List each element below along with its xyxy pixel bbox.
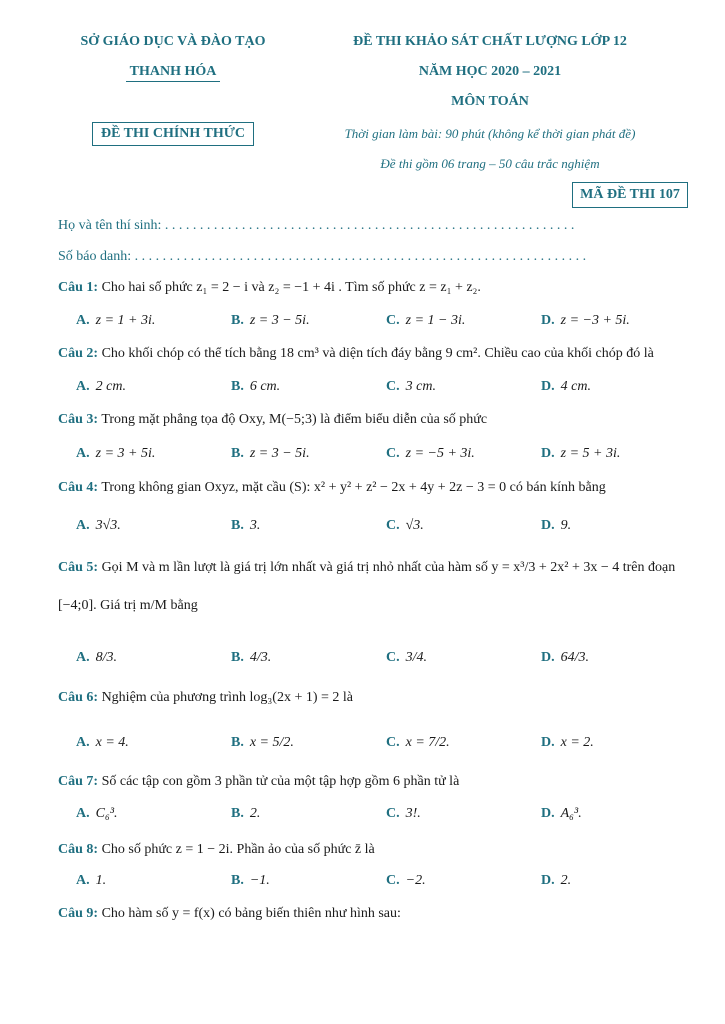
province-name <box>58 64 288 80</box>
question-label: Câu 5: <box>58 560 99 575</box>
option-b: B. 6 cm. <box>231 379 281 394</box>
question-text: Số các tập con gồm 3 phần tử của một tập hợp gồm 6 phần tử là <box>101 774 460 789</box>
question-text: Cho số phức z = 1 − 2i. Phần ảo của số phức z̄ là <box>101 842 375 857</box>
official-label <box>58 122 288 146</box>
question-text: Cho hai số phức z₁ = 2 − i và z₂ = −1 + 4i . Tìm số phức z = z₁ + z₂. <box>101 280 481 295</box>
option-b: B. z = 3 − 5i. <box>231 446 310 461</box>
option-c: C. z = −5 + 3i. <box>386 446 475 461</box>
option-d: D. 2. <box>541 873 572 888</box>
option-d: D. 9. <box>541 518 572 533</box>
question-label: Câu 7: <box>58 774 99 789</box>
option-d: D. 64/3. <box>541 650 590 665</box>
question-1 <box>58 280 481 296</box>
option-a: A. 1. <box>76 873 107 888</box>
question-5 <box>58 560 675 576</box>
school-year: NĂM HỌC 2020 – 2021 <box>418 64 562 79</box>
option-a: A. 2 cm. <box>76 379 126 394</box>
option-d: D. x = 2. <box>541 735 594 750</box>
question-8 <box>58 842 375 858</box>
option-a: A. z = 3 + 5i. <box>76 446 156 461</box>
question-label: Câu 6: <box>58 690 99 705</box>
option-c: C. 3!. <box>386 806 421 821</box>
option-c: C. 3/4. <box>386 650 428 665</box>
option-b: B. 2. <box>231 806 261 821</box>
question-text: Cho hàm số y = f(x) có bảng biến thiên như hình sau: <box>101 906 401 921</box>
option-c: C. √3. <box>386 518 424 533</box>
option-b: B. −1. <box>231 873 270 888</box>
department-name: SỞ GIÁO DỤC VÀ ĐÀO TẠO <box>80 34 266 49</box>
candidate-name-field: Họ và tên thí sinh: . . . . . . . . . . . . . . . . . . . . . . . . . . . . . . . . . . . . . . . . . . . . . . . . . . . . . . . . . . . <box>58 218 575 233</box>
pages-note: Đề thi gồm 06 trang – 50 câu trắc nghiệm <box>380 156 600 171</box>
option-a: A. C₆³. <box>76 806 118 821</box>
option-a: A. 3√3. <box>76 518 121 533</box>
option-c: C. x = 7/2. <box>386 735 450 750</box>
exam-title: ĐỀ THI KHẢO SÁT CHẤT LƯỢNG LỚP 12 <box>353 34 627 49</box>
subject-title: MÔN TOÁN <box>451 94 529 109</box>
question-label: Câu 8: <box>58 842 99 857</box>
question-text: Gọi M và m lần lượt là giá trị lớn nhất và giá trị nhỏ nhất của hàm số y = x³/3 + 2x² + 3x − 4 trên đoạn <box>101 560 676 575</box>
question-3 <box>58 412 487 428</box>
option-a: A. z = 1 + 3i. <box>76 313 156 328</box>
option-d: D. 4 cm. <box>541 379 591 394</box>
question-text: Trong mặt phẳng tọa độ Oxy, M(−5;3) là điểm biểu diễn của số phức <box>101 412 488 427</box>
question-5-cont <box>58 598 198 614</box>
option-c: C. z = 1 − 3i. <box>386 313 466 328</box>
time-note: Thời gian làm bài: 90 phút (không kể thời gian phát đề) <box>344 126 636 141</box>
option-d: D. A₆³. <box>541 806 582 821</box>
option-b: B. z = 3 − 5i. <box>231 313 310 328</box>
option-d: D. z = −3 + 5i. <box>541 313 630 328</box>
official-box: ĐỀ THI CHÍNH THỨC <box>92 122 254 146</box>
option-d: D. z = 5 + 3i. <box>541 446 621 461</box>
question-text: Trong không gian Oxyz, mặt cầu (S): x² + y² + z² − 2x + 4y + 2z − 3 = 0 có bán kính bằng <box>101 480 606 495</box>
question-2 <box>58 346 654 362</box>
question-label: Câu 4: <box>58 480 99 495</box>
question-label: Câu 3: <box>58 412 99 427</box>
question-4 <box>58 480 606 496</box>
question-label: Câu 2: <box>58 346 99 361</box>
question-label: Câu 1: <box>58 280 99 295</box>
candidate-id-field: Số báo danh: . . . . . . . . . . . . . . . . . . . . . . . . . . . . . . . . . . . . . . . . . . . . . . . . . . . . . . . . . . . . . . . . . <box>58 249 587 264</box>
option-c: C. 3 cm. <box>386 379 436 394</box>
question-text: Cho khối chóp có thể tích bằng 18 cm³ và diện tích đáy bằng 9 cm². Chiều cao của khối chóp đó là <box>101 346 654 361</box>
option-a: A. 8/3. <box>76 650 118 665</box>
question-6 <box>58 690 353 706</box>
option-b: B. 3. <box>231 518 261 533</box>
option-c: C. −2. <box>386 873 426 888</box>
option-b: B. x = 5/2. <box>231 735 294 750</box>
question-7 <box>58 774 459 790</box>
option-a: A. x = 4. <box>76 735 129 750</box>
question-label: Câu 9: <box>58 906 99 921</box>
exam-code-box: MÃ ĐỀ THI 107 <box>572 182 688 208</box>
option-b: B. 4/3. <box>231 650 272 665</box>
question-text: Nghiệm của phương trình log₃(2x + 1) = 2 là <box>101 690 354 705</box>
question-9 <box>58 906 401 922</box>
province-text: THANH HÓA <box>126 64 221 82</box>
question-text-2: [−4;0]. Giá trị m/M bằng <box>58 598 198 613</box>
